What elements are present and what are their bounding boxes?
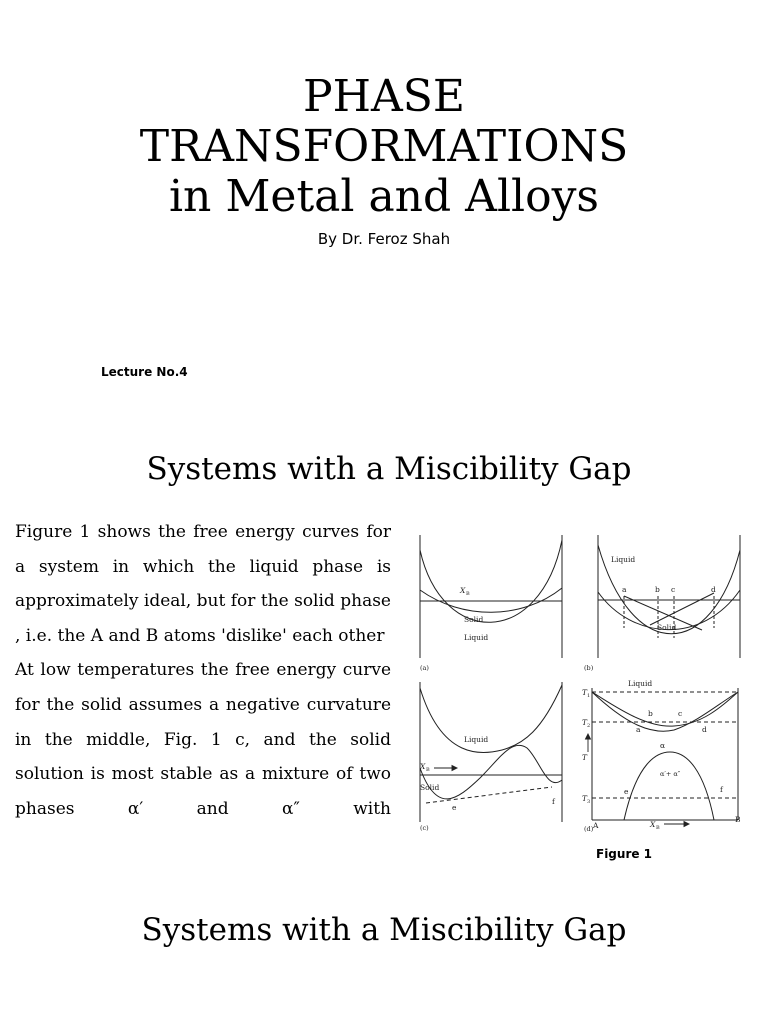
label-c-e: e — [452, 803, 457, 812]
label-d-liquid: Liquid — [628, 679, 653, 688]
section-heading-2: Systems with a Miscibility Gap — [141, 912, 627, 948]
label-b-point-b: b — [655, 585, 660, 594]
label-c-solid: Solid — [420, 783, 440, 792]
lecture-number: Lecture No.4 — [101, 365, 188, 379]
label-b-point-c: c — [671, 585, 676, 594]
author: By Dr. Feroz Shah — [317, 230, 451, 248]
label-d-a: a — [636, 725, 641, 734]
label-a-solid: Solid — [464, 615, 484, 624]
label-d-xb-sub: B — [656, 825, 660, 831]
figure-caption: Figure 1 — [596, 847, 653, 861]
panel-a — [420, 535, 562, 658]
label-c-f: f — [552, 797, 555, 806]
label-c-liquid: Liquid — [464, 735, 489, 744]
label-d-t2-sub: 2 — [587, 723, 591, 729]
title-line-2: TRANSFORMATIONS — [139, 121, 629, 172]
label-c-xb-sub: B — [426, 767, 430, 773]
body-text — [15, 515, 391, 826]
label-a-liquid: Liquid — [464, 633, 489, 642]
label-d-xb: X — [650, 820, 656, 829]
title-line-3: in Metal and Alloys — [168, 171, 600, 222]
section-heading-1: Systems with a Miscibility Gap — [146, 451, 632, 487]
label-c-xb: X — [420, 762, 426, 771]
label-d-d: d — [702, 725, 707, 734]
label-d-e: e — [624, 787, 629, 796]
title-line-1: PHASE — [302, 71, 465, 122]
label-a-tag: (a) — [420, 664, 429, 672]
label-d-t3-sub: 3 — [587, 799, 591, 805]
label-d-left-end: A — [593, 821, 599, 830]
label-b-point-d: d — [711, 585, 716, 594]
label-d-f: f — [720, 785, 723, 794]
label-d-t3: T — [582, 794, 588, 803]
paragraph-2: At low temperatures the free energy curve for the solid assumes a negative curvature in the middle, Fig. 1 c, and the solid solution is most stable as a mixture of two phases α′ and α″ with — [15, 660, 391, 819]
label-c-tag: (c) — [420, 824, 429, 832]
label-d-t-axis: T — [582, 753, 588, 762]
label-d-alpha: α — [660, 741, 666, 750]
label-a-xb-sub: B — [466, 591, 470, 597]
label-b-point-a: a — [622, 585, 627, 594]
panel-d — [592, 688, 738, 820]
free-energy-figure — [412, 530, 752, 840]
label-d-t2: T — [582, 718, 588, 727]
label-b-liquid: Liquid — [611, 555, 636, 564]
panel-b — [598, 535, 740, 658]
label-d-right-end: B — [735, 815, 741, 824]
label-a-xb: X — [460, 586, 466, 595]
panel-c — [420, 682, 562, 822]
label-d-c: c — [678, 709, 683, 718]
label-b-solid: Solid — [657, 623, 677, 632]
paragraph-1: Figure 1 shows the free energy curves for a system in which the liquid phase is approximately ideal, but for the solid phase , i.e. the A and B atoms 'dislike' each other — [15, 522, 391, 646]
label-d-two-phase: α′+ α″ — [660, 770, 681, 778]
label-d-b: b — [648, 709, 653, 718]
label-d-tag: (d) — [584, 825, 594, 833]
label-b-tag: (b) — [584, 664, 594, 672]
label-d-t1-sub: 1 — [587, 693, 591, 699]
label-d-t1: T — [582, 688, 588, 697]
